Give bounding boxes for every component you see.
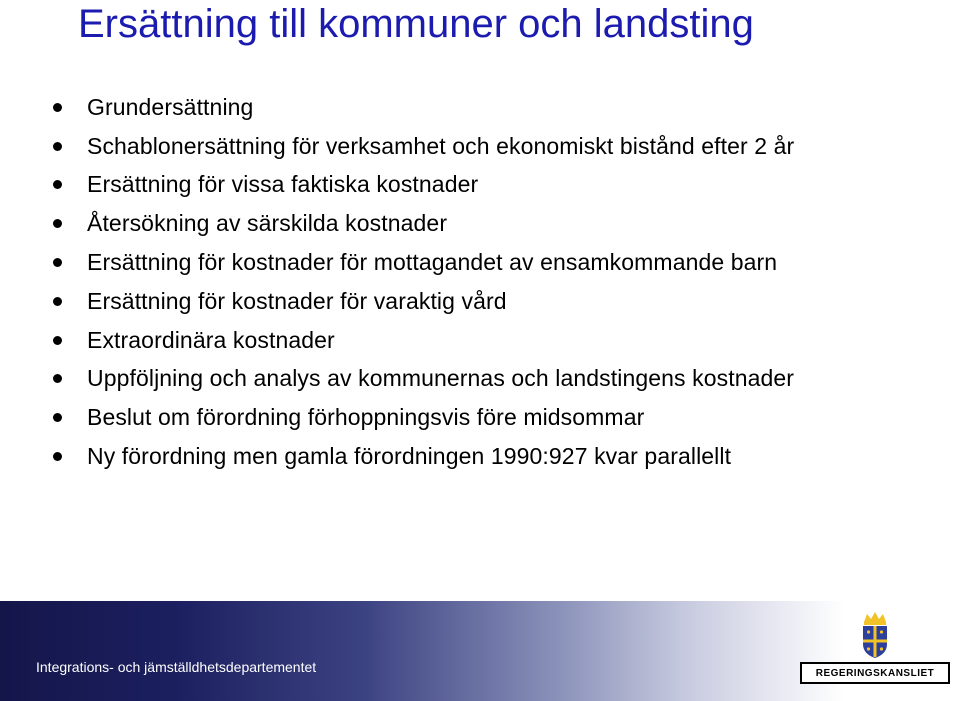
bullet-text: Ersättning för vissa faktiska kostnader [87, 171, 479, 198]
logo-wordmark: REGERINGSKANSLIET [800, 662, 950, 684]
bullet-text: Återsökning av särskilda kostnader [87, 210, 448, 237]
bullet-dot-icon [53, 103, 62, 112]
bullet-text: Grundersättning [87, 93, 254, 120]
footer-department: Integrations- och jämställdhetsdepartementet [36, 659, 317, 675]
bullet-dot-icon [53, 336, 62, 345]
bullet-dot-icon [53, 180, 62, 189]
bullet-dot-icon [53, 219, 62, 228]
bullet-dot-icon [53, 258, 62, 267]
bullet-dot-icon [53, 452, 62, 461]
bullet-text: Beslut om förordning förhoppningsvis före midsommar [87, 404, 645, 431]
bullet-text: Schablonersättning för verksamhet och ekonomiskt bistånd efter 2 år [87, 132, 795, 159]
bullet-dot-icon [53, 374, 62, 383]
bullet-text: Extraordinära kostnader [87, 326, 335, 353]
bullet-dot-icon [53, 142, 62, 151]
bullet-text: Ersättning för kostnader för varaktig vård [87, 287, 507, 314]
bullet-text: Uppföljning och analys av kommunernas och landstingens kostnader [87, 365, 795, 392]
coat-of-arms-icon [800, 610, 950, 662]
bullet-dot-icon [53, 413, 62, 422]
bullet-text: Ersättning för kostnader för mottagandet av ensamkommande barn [87, 249, 778, 276]
bullet-dot-icon [53, 297, 62, 306]
bullet-text: Ny förordning men gamla förordningen 1990:927 kvar parallellt [87, 443, 732, 470]
government-logo [800, 610, 950, 690]
slide-title: Ersättning till kommuner och landsting [78, 2, 754, 46]
